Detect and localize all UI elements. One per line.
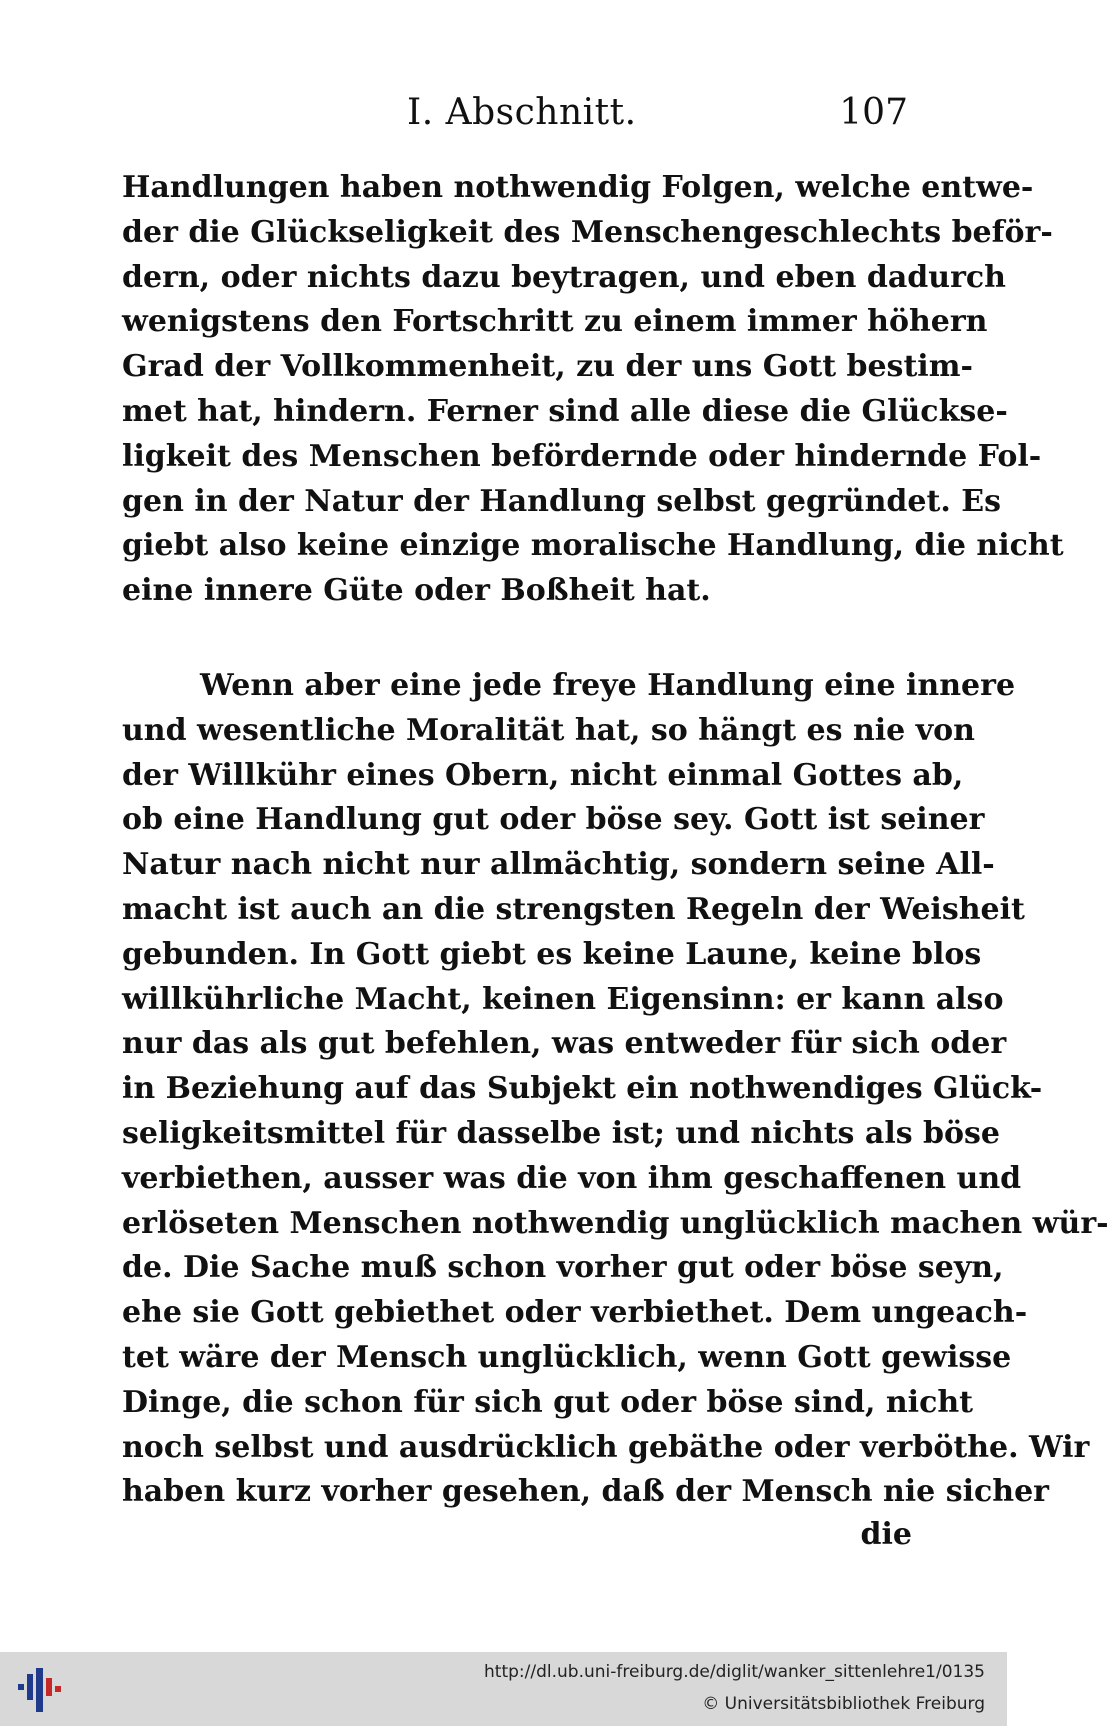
text-line: Handlungen haben nothwendig Folgen, welche entwe- bbox=[122, 170, 1034, 205]
text-line: verbiethen, ausser was die von ihm geschaffenen und bbox=[122, 1160, 1022, 1196]
text-line: ehe sie Gott gebiethet oder verbiethet. Dem ungeach- bbox=[122, 1295, 1028, 1331]
copyright-notice: © Universitätsbibliothek Freiburg bbox=[702, 1694, 985, 1714]
text-line: Wenn aber eine jede freye Handlung eine innere bbox=[200, 667, 1016, 703]
running-head: I. Abschnitt. bbox=[407, 92, 637, 133]
text-line: haben kurz vorher gesehen, daß der Mensch nie sicher bbox=[122, 1474, 1049, 1510]
body-text bbox=[122, 166, 1109, 1555]
text-line: tet wäre der Mensch unglücklich, wenn Gott gewisse bbox=[122, 1339, 1012, 1375]
text-line: gen in der Natur der Handlung selbst gegründet. Es bbox=[122, 483, 1001, 519]
paragraph-2 bbox=[122, 664, 1109, 1515]
text-line: met hat, hindern. Ferner sind alle diese die Glückse- bbox=[122, 393, 1008, 429]
text-line: der Willkühr eines Obern, nicht einmal Gottes ab, bbox=[122, 757, 964, 793]
catchword: die bbox=[860, 1517, 912, 1553]
page-number: 107 bbox=[839, 92, 908, 133]
text-line: in Beziehung auf das Subjekt ein nothwendiges Glück- bbox=[122, 1071, 1043, 1107]
text-line: ob eine Handlung gut oder böse sey. Gott ist seiner bbox=[122, 802, 985, 838]
source-url[interactable]: http://dl.ub.uni-freiburg.de/diglit/wanker_sittenlehre1/0135 bbox=[484, 1662, 985, 1682]
text-line: der die Glückseligkeit des Menschengeschlechts beför- bbox=[122, 214, 1053, 250]
text-line: eine innere Güte oder Boßheit hat. bbox=[122, 573, 711, 609]
text-line: de. Die Sache muß schon vorher gut oder böse seyn, bbox=[122, 1250, 1004, 1286]
paragraph-1 bbox=[122, 166, 1064, 614]
text-line: willkührliche Macht, keinen Eigensinn: er kann also bbox=[122, 981, 1004, 1017]
text-line: seligkeitsmittel für dasselbe ist; und nichts als böse bbox=[122, 1115, 1001, 1151]
text-line: und wesentliche Moralität hat, so hängt es nie von bbox=[122, 712, 975, 748]
ub-freiburg-logo-icon bbox=[14, 1664, 66, 1716]
library-footer bbox=[0, 1652, 1007, 1726]
text-line: Grad der Vollkommenheit, zu der uns Gott bestim- bbox=[122, 349, 973, 385]
page-header bbox=[122, 92, 912, 142]
text-line: Natur nach nicht nur allmächtig, sondern seine All- bbox=[122, 847, 995, 883]
text-line: gebunden. In Gott giebt es keine Laune, keine blos bbox=[122, 936, 982, 972]
text-line: dern, oder nichts dazu beytragen, und eben dadurch bbox=[122, 259, 1006, 295]
text-line: giebt also keine einzige moralische Handlung, die nicht bbox=[122, 528, 1064, 564]
text-line: nur das als gut befehlen, was entweder für sich oder bbox=[122, 1026, 1007, 1062]
text-line: noch selbst und ausdrücklich gebäthe oder verböthe. Wir bbox=[122, 1429, 1090, 1465]
text-line: erlöseten Menschen nothwendig unglücklich machen wür- bbox=[122, 1205, 1109, 1241]
text-line: macht ist auch an die strengsten Regeln der Weisheit bbox=[122, 891, 1025, 927]
text-line: wenigstens den Fortschritt zu einem immer höhern bbox=[122, 304, 988, 340]
text-line: Dinge, die schon für sich gut oder böse sind, nicht bbox=[122, 1384, 974, 1420]
text-line: ligkeit des Menschen befördernde oder hindernde Fol- bbox=[122, 438, 1042, 474]
